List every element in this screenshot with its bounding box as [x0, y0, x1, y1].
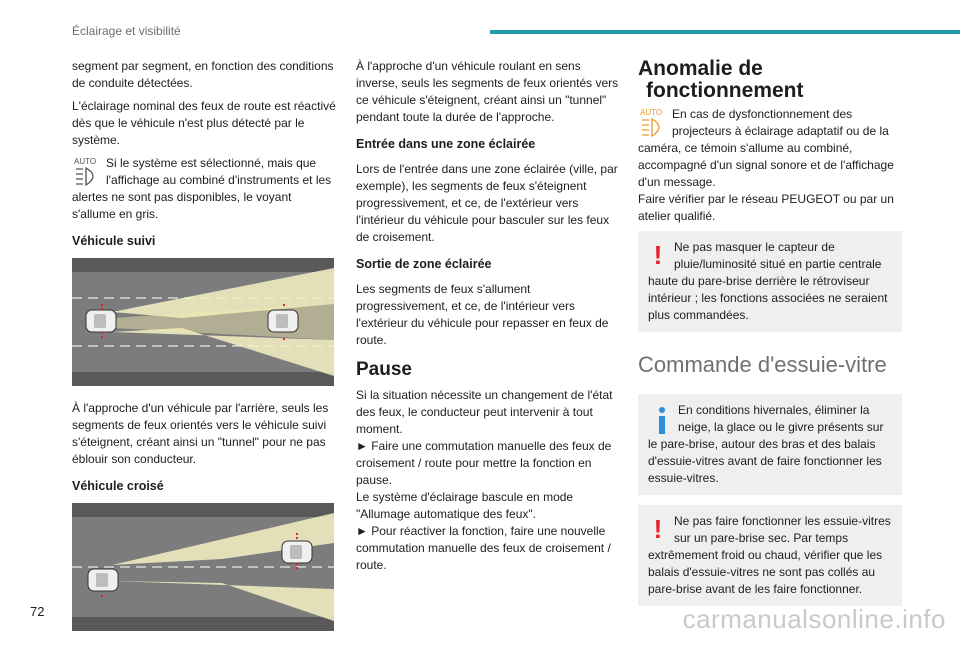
watermark: carmanualsonline.info	[682, 604, 946, 634]
auto-anomaly-text: En cas de dysfonctionnement des projecteurs à éclairage adaptatif ou de la caméra, ce témoin s'allume au combiné, accompagné d'un signal sonore et de l'affichage d'un message.	[638, 107, 894, 189]
heading-vehicule-croise: Véhicule croisé	[72, 479, 164, 493]
auto-headlamp-icon	[638, 106, 668, 138]
column-3	[638, 58, 902, 616]
warning-text: Ne pas masquer le capteur de pluie/luminosité situé en partie centrale haute du pare-brise derrière le rétroviseur intérieur ; les fonctions associées ne seraient plus commandées.	[648, 240, 888, 322]
paragraph: ► Pour réactiver la fonction, faire une nouvelle commutation manuelle des feux de croisement / route.	[356, 524, 611, 572]
heading-essuie-vitre: Commande d'essuie-vitre	[638, 352, 887, 377]
illustration-vehicule-croise	[72, 503, 334, 631]
header-accent-bar	[490, 30, 960, 34]
info-icon	[652, 406, 672, 436]
own-car-icon	[86, 310, 116, 332]
exclamation-icon: !	[653, 240, 663, 270]
warning-note-capteur	[638, 231, 902, 332]
page-number: 72	[30, 604, 45, 619]
heading-pause: Pause	[356, 359, 412, 380]
auto-anomaly-note	[638, 106, 902, 191]
info-note-hiver	[638, 394, 902, 495]
paragraph: Faire vérifier par le réseau PEUGEOT ou par un atelier qualifié.	[638, 192, 894, 223]
header-section-title: Éclairage et visibilité	[72, 24, 181, 38]
exclamation-icon: !	[653, 514, 663, 544]
paragraph: À l'approche d'un véhicule par l'arrière, seuls les segments de feux orientés vers le véhicule suivi s'éteignent, créant ainsi un "tunnel" pour ne pas éblouir son conducteur.	[72, 401, 329, 466]
own-car-icon	[88, 569, 118, 591]
oncoming-car-icon	[282, 541, 312, 563]
warning-text: Ne pas faire fonctionner les essuie-vitres sur un pare-brise sec. Par temps extrêmement froid ou chaud, vérifier que les balais d'essuie-vitres ne sont pas collés au pare-brise avant de les faire fonctionner.	[648, 514, 891, 596]
column-1	[72, 58, 336, 645]
auto-note-text: Si le système est sélectionné, mais que l'affichage au combiné d'instruments et les alertes ne sont pas disponibles, le voyant s'allume en gris.	[72, 156, 332, 221]
heading-entree-zone: Entrée dans une zone éclairée	[356, 137, 536, 151]
svg-text:AUTO: AUTO	[74, 157, 97, 166]
paragraph: L'éclairage nominal des feux de route est réactivé dès que le véhicule n'est plus détecté par le système.	[72, 99, 336, 147]
followed-car-icon	[268, 310, 298, 332]
paragraph: À l'approche d'un véhicule roulant en sens inverse, seuls les segments de feux orientés vers ce véhicule s'éteignent, créant ainsi un "tunnel" pendant toute la durée de l'approche.	[356, 59, 619, 124]
auto-note	[72, 155, 336, 223]
heading-anomalie-line2: fonctionnement	[646, 79, 804, 102]
paragraph: Lors de l'entrée dans une zone éclairée (ville, par exemple), les segments de feux s'éteignent progressivement, et ce, de l'extérieur vers l'intérieur du véhicule pour basculer sur les feux de croisement.	[356, 162, 618, 244]
column-2	[356, 58, 620, 574]
info-text: En conditions hivernales, éliminer la neige, la glace ou le givre présents sur le pare-brise, autour des bras et des balais d'essuie-vitres avant de faire fonctionner les essuie-vitres.	[648, 403, 884, 485]
svg-text:AUTO: AUTO	[640, 108, 663, 117]
paragraph: segment par segment, en fonction des conditions de conduite détectées.	[72, 59, 334, 90]
auto-headlamp-icon	[72, 155, 102, 187]
paragraph: Le système d'éclairage bascule en mode "Allumage automatique des feux".	[356, 490, 574, 521]
heading-sortie-zone: Sortie de zone éclairée	[356, 257, 492, 271]
illustration-vehicule-suivi	[72, 258, 334, 386]
heading-vehicule-suivi: Véhicule suivi	[72, 234, 156, 248]
paragraph: Si la situation nécessite un changement de l'état des feux, le conducteur peut intervenir à tout moment.	[356, 388, 613, 436]
paragraph: Les segments de feux s'allument progressivement, et ce, de l'intérieur vers l'extérieur du véhicule pour repasser en feux de route.	[356, 282, 609, 347]
heading-anomalie-line1: Anomalie de	[638, 57, 763, 80]
warning-note-sec	[638, 505, 902, 606]
paragraph: ► Faire une commutation manuelle des feux de croisement / route pour mettre la fonction en pause.	[356, 439, 612, 487]
